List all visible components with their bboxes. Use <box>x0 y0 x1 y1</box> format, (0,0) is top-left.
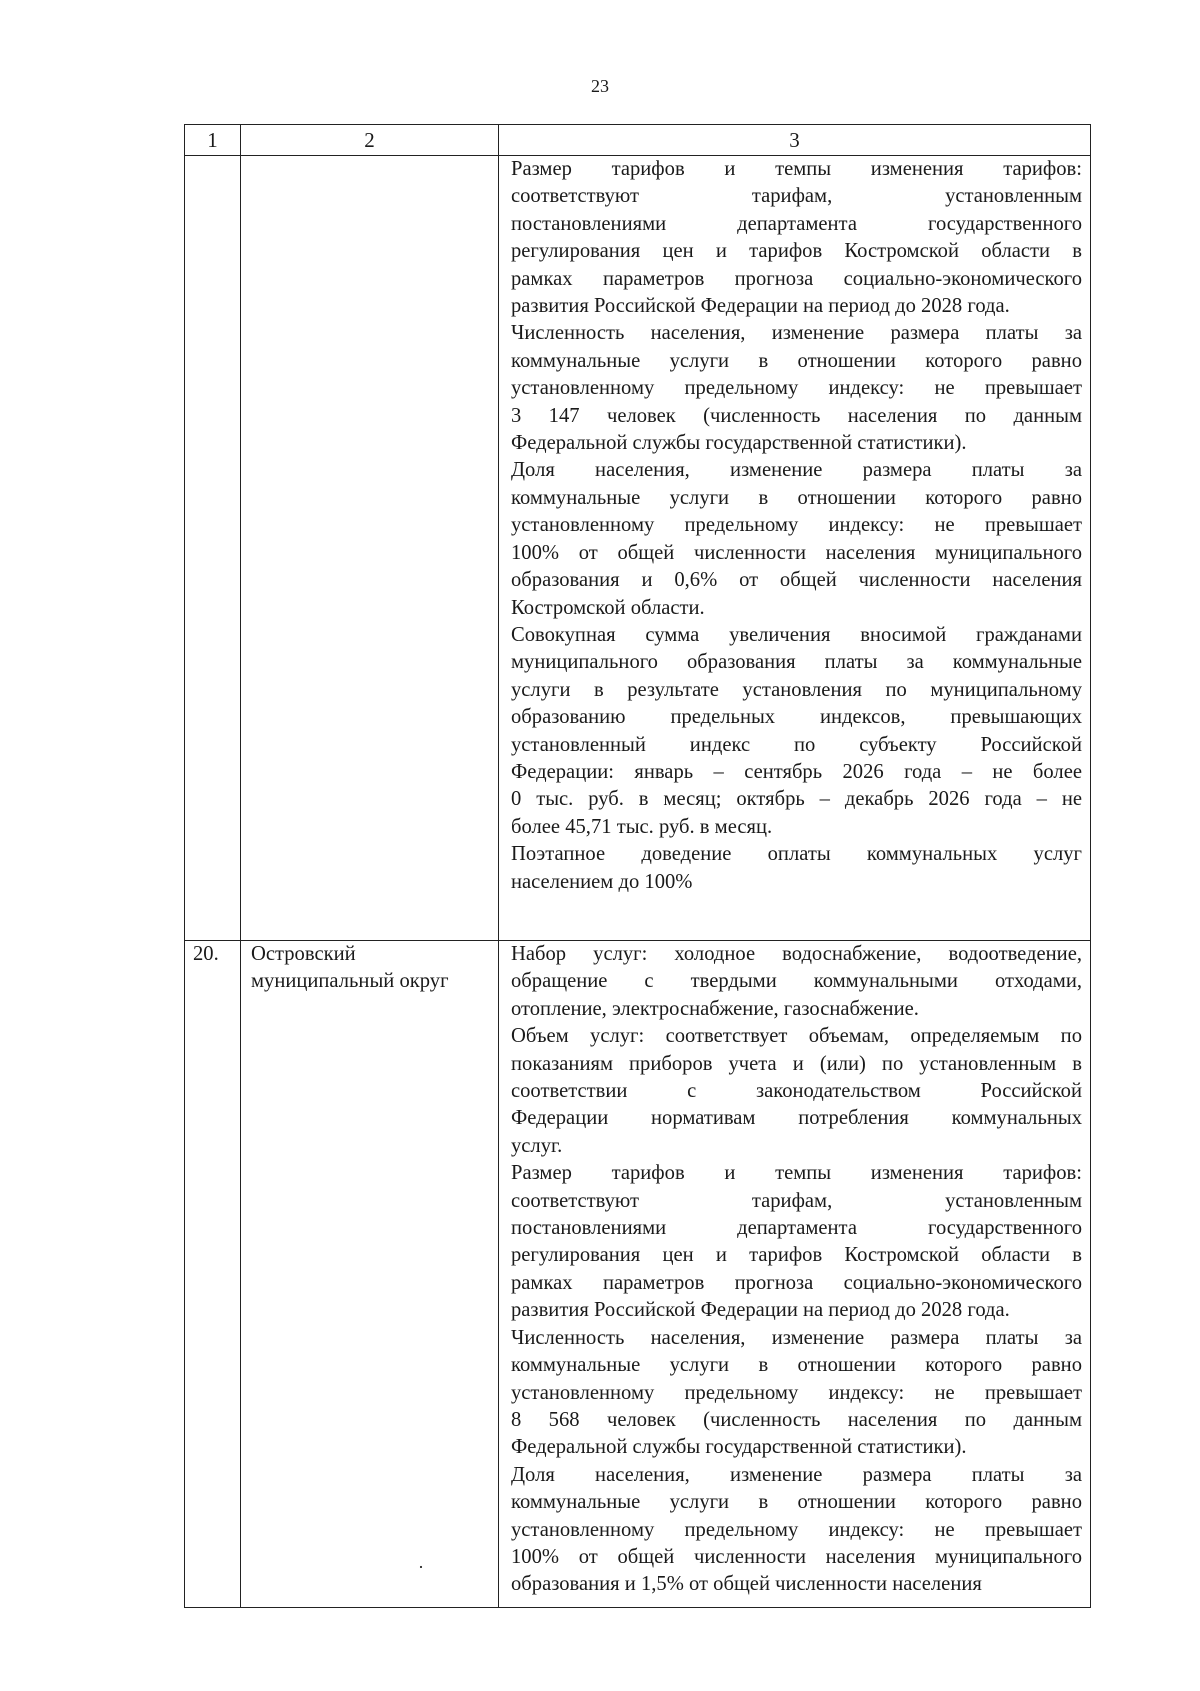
municipality-cell <box>241 941 499 1608</box>
scan-artifact-dot: · <box>418 1557 424 1577</box>
text-line: Доля населения, изменение размера платы за <box>511 459 1082 482</box>
text-line: Объем услуг: соответствует объемам, определяемым по <box>511 1025 1082 1048</box>
text-line: Набор услуг: холодное водоснабжение, водоотведение, <box>511 943 1082 965</box>
paragraph <box>511 1325 1082 1462</box>
row-number-cell <box>185 156 241 941</box>
text-line: услуг. <box>511 1134 563 1157</box>
paragraph <box>511 1160 1082 1324</box>
table-row-20 <box>185 941 1091 1608</box>
text-line: рамках параметров прогноза социально-экономического <box>511 1271 1082 1294</box>
municipality-cell <box>241 156 499 941</box>
text-line: Федеральной службы государственной статистики). <box>511 1436 967 1459</box>
text-line: муниципального образования платы за коммунальные <box>511 651 1082 674</box>
content-cell <box>499 156 1091 941</box>
paragraph <box>511 156 1082 320</box>
municipality-name-line-2: муниципальный округ <box>251 970 449 993</box>
text-line: образования и 1,5% от общей численности населения <box>511 1573 982 1596</box>
text-line: 100% от общей численности населения муниципального <box>511 541 1082 564</box>
text-line: установленному предельному индексу: не превышает <box>511 514 1082 537</box>
text-line: регулирования цен и тарифов Костромской области в <box>511 1244 1082 1267</box>
tariff-table <box>184 124 1091 1608</box>
text-line: Поэтапное доведение оплаты коммунальных услуг <box>511 843 1082 866</box>
table-header-row <box>185 125 1091 156</box>
text-line: коммунальные услуги в отношении которого равно <box>511 349 1082 372</box>
text-line: Численность населения, изменение размера платы за <box>511 322 1082 345</box>
text-line: услуги в результате установления по муниципальному <box>511 678 1082 701</box>
text-line: Федерации: январь – сентябрь 2026 года – не более <box>511 760 1082 783</box>
text-line: коммунальные услуги в отношении которого равно <box>511 486 1082 509</box>
text-line: отопление, электроснабжение, газоснабжение. <box>511 997 919 1020</box>
text-line: 8 568 человек (численность населения по данным <box>511 1408 1082 1431</box>
content-cell <box>499 941 1091 1608</box>
text-line: Федерации нормативам потребления коммунальных <box>511 1107 1082 1130</box>
text-line: показаниям приборов учета и (или) по установленным в <box>511 1052 1082 1075</box>
text-line: соответствии с законодательством Российской <box>511 1080 1082 1103</box>
paragraph <box>511 320 1082 457</box>
paragraph <box>511 941 1082 1023</box>
text-line: коммунальные услуги в отношении которого равно <box>511 1491 1082 1514</box>
text-line: коммунальные услуги в отношении которого равно <box>511 1354 1082 1377</box>
text-line: установленному предельному индексу: не превышает <box>511 377 1082 400</box>
content-text <box>511 156 1082 896</box>
text-line: Костромской области. <box>511 596 705 619</box>
paragraph <box>511 1462 1082 1599</box>
text-line: соответствуют тарифам, установленным <box>511 185 1082 208</box>
paragraph <box>511 622 1082 841</box>
text-line: установленному предельному индексу: не превышает <box>511 1381 1082 1404</box>
text-line: образованию предельных индексов, превышающих <box>511 706 1082 729</box>
column-header-3: 3 <box>499 125 1091 156</box>
paragraph <box>511 841 1082 896</box>
text-line: регулирования цен и тарифов Костромской области в <box>511 240 1082 263</box>
municipality-name-line-1: Островский <box>251 943 356 965</box>
text-line: установленному предельному индексу: не превышает <box>511 1518 1082 1541</box>
text-line: развития Российской Федерации на период до 2028 года. <box>511 295 1010 318</box>
text-line: Размер тарифов и темпы изменения тарифов: <box>511 158 1082 180</box>
text-line: Размер тарифов и темпы изменения тарифов: <box>511 1162 1082 1185</box>
text-line: Численность населения, изменение размера платы за <box>511 1326 1082 1349</box>
text-line: 0 тыс. руб. в месяц; октябрь – декабрь 2026 года – не <box>511 788 1082 811</box>
text-line: Доля населения, изменение размера платы за <box>511 1463 1082 1486</box>
text-line: населением до 100% <box>511 870 693 893</box>
text-line: развития Российской Федерации на период до 2028 года. <box>511 1299 1010 1322</box>
text-line: постановлениями департамента государственного <box>511 212 1082 235</box>
text-line: Федеральной службы государственной статистики). <box>511 432 967 455</box>
text-line: образования и 0,6% от общей численности населения <box>511 569 1082 592</box>
text-line: 3 147 человек (численность населения по данным <box>511 404 1082 427</box>
text-line: постановлениями департамента государственного <box>511 1217 1082 1240</box>
paragraph <box>511 1023 1082 1160</box>
text-line: обращение с твердыми коммунальными отходами, <box>511 970 1082 993</box>
column-header-1: 1 <box>185 125 241 156</box>
text-line: соответствуют тарифам, установленным <box>511 1189 1082 1212</box>
text-line: 100% от общей численности населения муниципального <box>511 1545 1082 1568</box>
text-line: Совокупная сумма увеличения вносимой гражданами <box>511 623 1082 646</box>
text-line: более 45,71 тыс. руб. в месяц. <box>511 815 773 838</box>
text-line: установленный индекс по субъекту Российской <box>511 733 1082 756</box>
paragraph <box>511 457 1082 621</box>
column-header-2: 2 <box>241 125 499 156</box>
table-row-continuation <box>185 156 1091 941</box>
text-line: рамках параметров прогноза социально-экономического <box>511 267 1082 290</box>
row-number-cell: 20. <box>185 941 241 1608</box>
page-number: 23 <box>591 76 609 96</box>
content-text <box>511 941 1082 1599</box>
